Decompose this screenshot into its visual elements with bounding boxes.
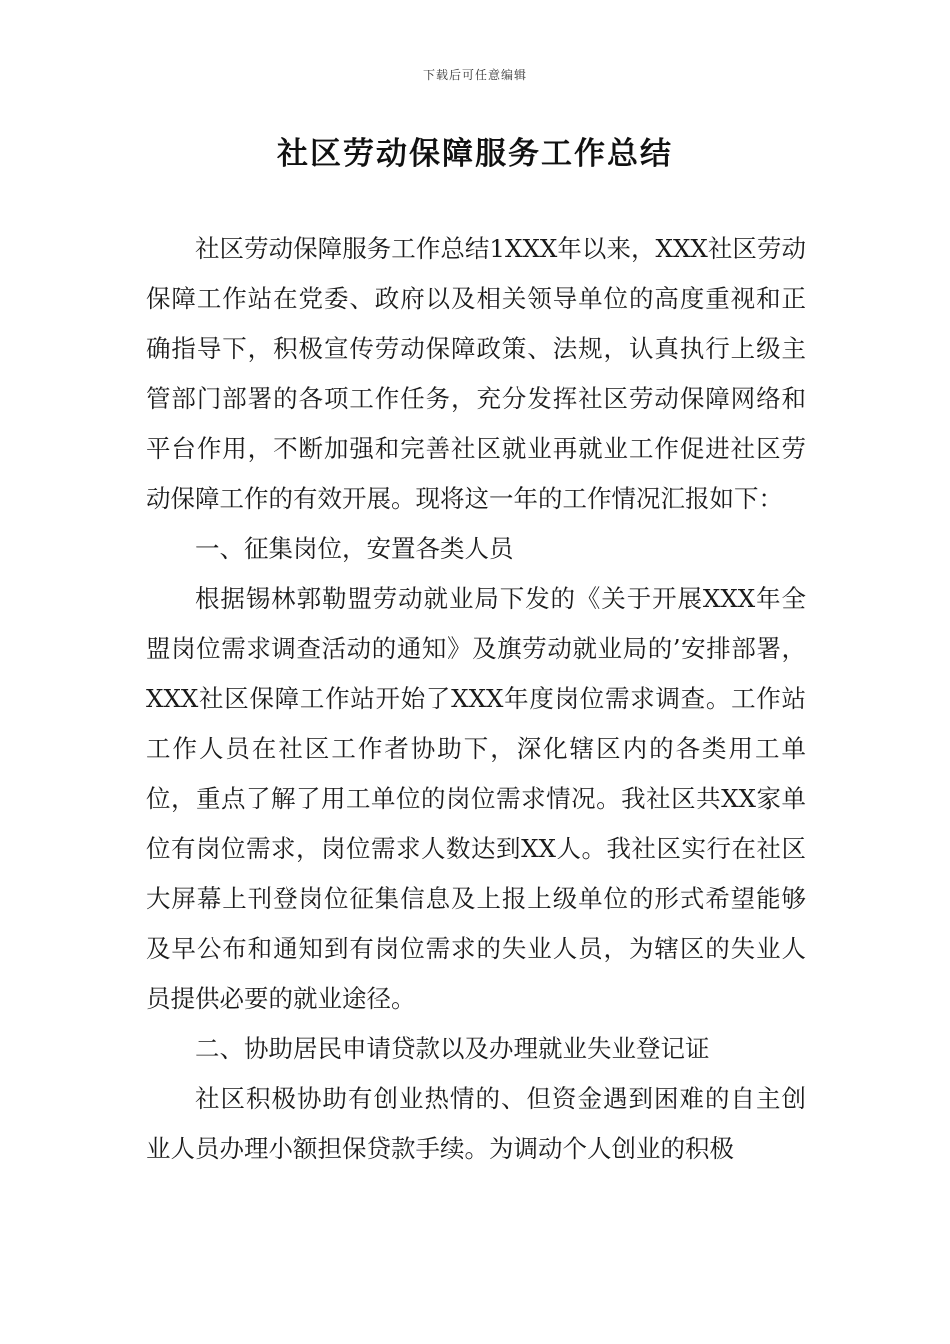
header-note: 下载后可任意编辑 [422, 68, 527, 82]
document-body [146, 224, 806, 1174]
document-title: 社区劳动保障服务工作总结 [277, 136, 673, 172]
section-2-paragraph: 社区积极协助有创业热情的、但资金遇到困难的自主创业人员办理小额担保贷款手续。为调动个人创业的积极 [146, 1084, 806, 1163]
section-heading-1: 一、征集岗位，安置各类人员 [195, 534, 514, 563]
section-heading-2: 二、协助居民申请贷款以及办理就业失业登记证 [195, 1034, 710, 1063]
section-1-paragraph: 根据锡林郭勒盟劳动就业局下发的《关于开展XXX年全盟岗位需求调查活动的通知》及旗劳动就业局的’安排部署，XXX社区保障工作站开始了XXX年度岗位需求调查。工作站工作人员在社区工作者协助下，深化辖区内的各类用工单位，重点了解了用工单位的岗位需求情况。我社区共XX家单位有岗位需求，岗位需求人数达到XX人。我社区实行在社区大屏幕上刊登岗位征集信息及上报上级单位的形式希望能够及早公布和通知到有岗位需求的失业人员，为辖区的失业人员提供必要的就业途径。 [146, 584, 806, 1013]
intro-paragraph: 社区劳动保障服务工作总结1XXX年以来，XXX社区劳动保障工作站在党委、政府以及相关领导单位的高度重视和正确指导下，积极宣传劳动保障政策、法规，认真执行上级主管部门部署的各项工作任务，充分发挥社区劳动保障网络和平台作用，不断加强和完善社区就业再就业工作促进社区劳动保障工作的有效开展。现将这一年的工作情况汇报如下： [146, 234, 806, 513]
